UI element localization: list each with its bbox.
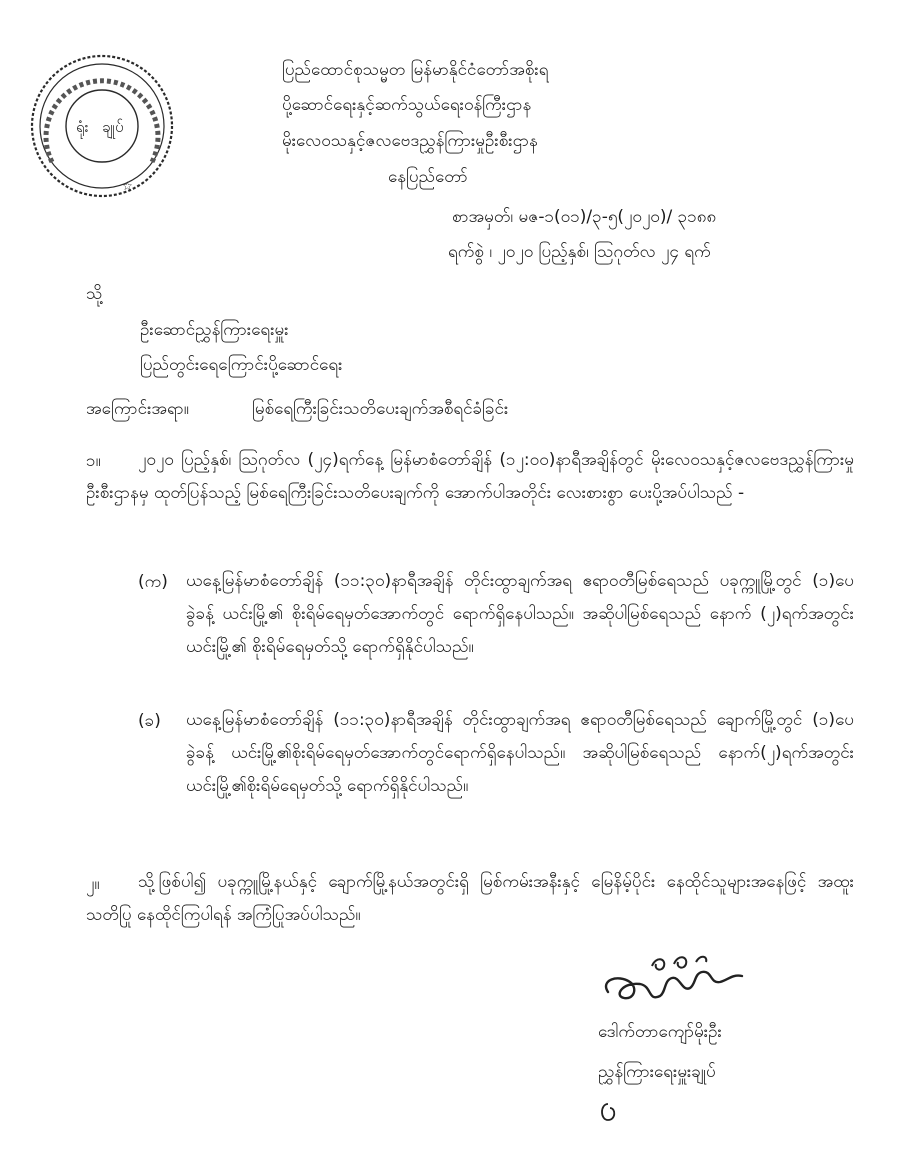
recipient-organization: ပြည်တွင်းရေကြောင်းပို့ဆောင်ရေး	[140, 355, 343, 375]
signature	[600, 952, 750, 1014]
subject-label: အကြောင်းအရာ။	[86, 399, 189, 419]
to-label: သို့	[86, 284, 103, 304]
svg-text:ရုံး: ရုံး	[76, 118, 89, 136]
header-government: ပြည်ထောင်စုသမ္မတ မြန်မာနိုင်ငံတော်အစိုးရ	[282, 60, 549, 80]
item-a-text: ယနေ့မြန်မာစံတော်ချိန် (၁၁:၃၀)နာရီအချိန် တိုင်းထွာချက်အရ ဧရာဝတီမြစ်ရေသည် ပခုက္ကူမြို့တွင် (၁)ပေခွဲခန့် ယင်းမြို့၏ စိုးရိမ်ရေမှတ်အောက်တွင် ရောက်ရှိနေပါသည်။ အဆိုပါမြစ်ရေသည် နောက် (၂)ရက်အတွင်း ယင်းမြို့၏ စိုးရိမ်ရေမှတ်သို့ ရောက်ရှိနိုင်ပါသည်။	[186, 571, 854, 657]
item-b-text: ယနေ့မြန်မာစံတော်ချိန် (၁၁:၃၀)နာရီအချိန် တိုင်းထွာချက်အရ ဧရာဝတီမြစ်ရေသည် ချောက်မြို့တွင် (၁)ပေခွဲခန့် ယင်းမြို့၏စိုးရိမ်ရေမှတ်အောက်တွင်ရောက်ရှိနေပါသည်။ အဆိုပါမြစ်ရေသည် နောက်(၂)ရက်အတွင်း ယင်းမြို့၏စိုးရိမ်ရေမှတ်သို့ ရောက်ရှိနိုင်ပါသည်။	[186, 710, 854, 796]
item-b-label: (ခ)	[138, 711, 161, 731]
recipient-title: ဦးဆောင်ညွှန်ကြားရေးမှူး	[140, 320, 289, 340]
svg-text:☆: ☆	[122, 179, 133, 193]
paragraph-1-number: ၁။	[86, 451, 101, 471]
letter-number: စာအမှတ်၊ မဇ-၁(၀၁)/၃-၅(၂၀၂၀)/ ၃၁၈၈	[452, 207, 717, 227]
subject-text: မြစ်ရေကြီးခြင်းသတိပေးချက်အစီရင်ခံခြင်း	[252, 399, 509, 419]
paragraph-2-text: သို့ဖြစ်ပါ၍ ပခုက္ကူမြို့နယ်နှင့် ချောက်မြို့နယ်အတွင်းရှိ မြစ်ကမ်းအနီးနှင့် မြေနိမ့်ပိုင်း နေထိုင်သူများအနေဖြင့် အထူးသတိပြု နေထိုင်ကြပါရန် အကြံပြုအပ်ပါသည်။	[86, 872, 854, 925]
signatory-name: ဒေါက်တာကျော်မိုးဦး	[598, 1022, 722, 1042]
letter-date: ရက်စွဲ ၊ ၂၀၂၀ ပြည့်နှစ်၊ ဩဂုတ်လ ၂၄ ရက်	[448, 242, 711, 262]
initial-mark	[598, 1100, 618, 1124]
header-department: မိုးလေဝသနှင့်ဇလဗေဒညွှန်ကြားမှုဦးစီးဌာန	[282, 131, 538, 151]
paragraph-1-text: ၂၀၂၀ ပြည့်နှစ်၊ ဩဂုတ်လ (၂၄)ရက်နေ့ မြန်မာစံတော်ချိန် (၁၂:၀၀)နာရီအချိန်တွင် မိုးလေဝသနှင့်ဇလဗေဒညွှန်ကြားမှုဦးစီးဌာနမှ ထုတ်ပြန်သည့် မြစ်ရေကြီးခြင်းသတိပေးချက်ကို အောက်ပါအတိုင်း လေးစားစွာ ပေးပို့အပ်ပါသည် -	[86, 450, 854, 503]
header-ministry: ပို့ဆောင်ရေးနှင့်ဆက်သွယ်ရေးဝန်ကြီးဌာန	[282, 95, 532, 115]
signatory-title: ညွှန်ကြားရေးမှူးချုပ်	[598, 1062, 716, 1082]
paragraph-2-number: ၂။	[86, 874, 100, 894]
header-city: နေပြည်တော်	[388, 167, 468, 187]
item-a-label: (က)	[138, 572, 168, 592]
svg-text:ချုပ်: ချုပ်	[102, 118, 124, 136]
department-seal	[28, 52, 176, 200]
